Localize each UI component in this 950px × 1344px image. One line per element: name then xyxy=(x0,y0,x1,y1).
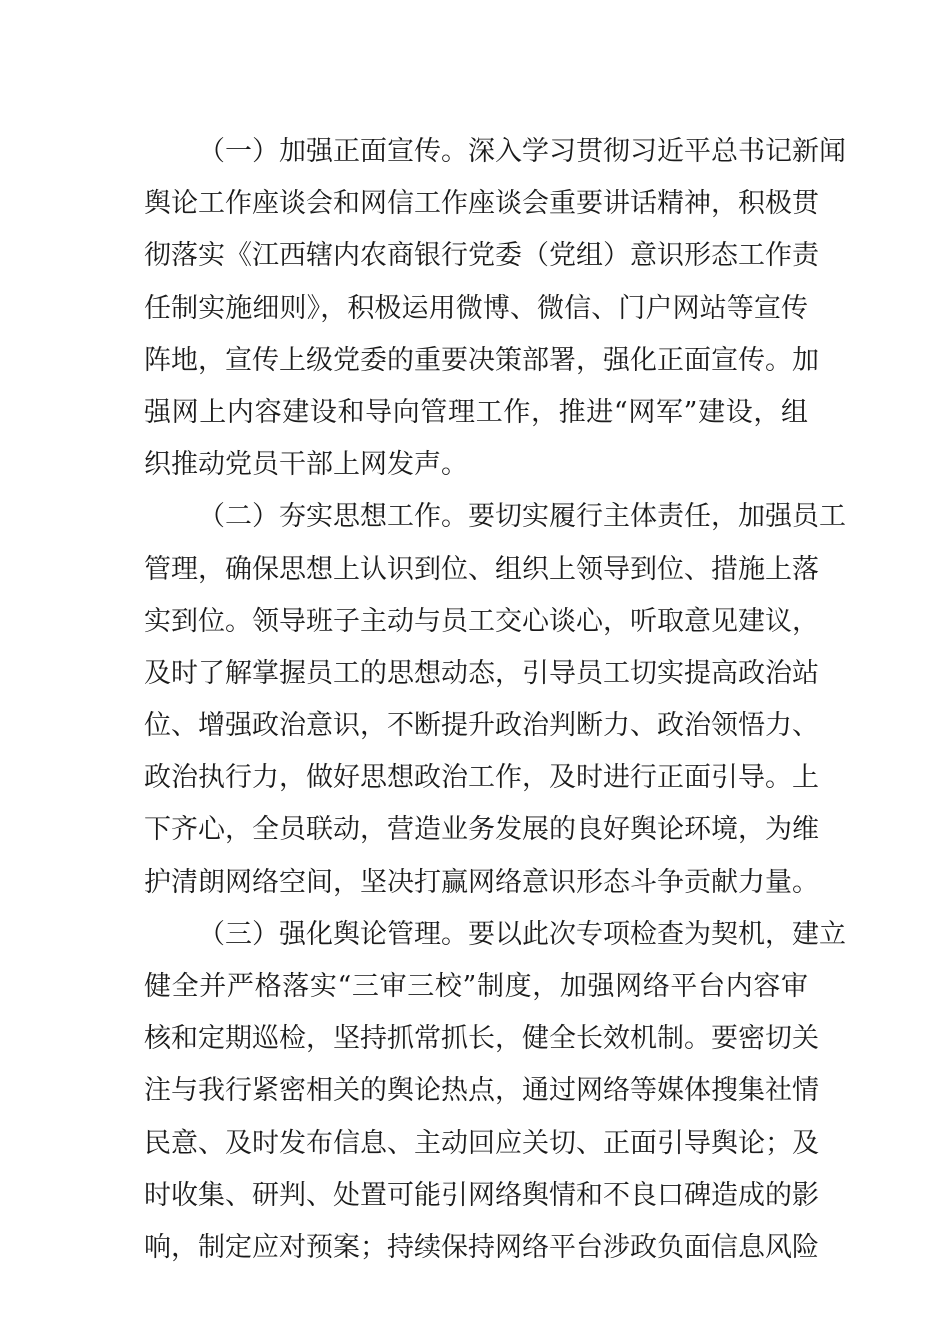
text-line: 位、增强政治意识，不断提升政治判断力、政治领悟力、 xyxy=(144,710,819,742)
text-line: 时收集、研判、处置可能引网络舆情和不良口碑造成的影 xyxy=(144,1179,819,1211)
text-line: 管理，确保思想上认识到位、组织上领导到位、措施上落 xyxy=(144,553,819,585)
paragraph-1 xyxy=(144,126,846,491)
text-line: 及时了解掌握员工的思想动态，引导员工切实提高政治站 xyxy=(144,657,819,689)
text-line: 民意、及时发布信息、主动回应关切、正面引导舆论；及 xyxy=(144,1127,819,1159)
text-line: 注与我行紧密相关的舆论热点，通过网络等媒体搜集社情 xyxy=(144,1075,819,1107)
paragraph-2 xyxy=(144,491,846,909)
text-line: 舆论工作座谈会和网信工作座谈会重要讲话精神，积极贯 xyxy=(144,188,819,220)
text-line: 实到位。领导班子主动与员工交心谈心，听取意见建议， xyxy=(144,605,819,637)
text-line: 护清朗网络空间，坚决打赢网络意识形态斗争贡献力量。 xyxy=(144,866,819,898)
text-line: 强网上内容建设和导向管理工作，推进“网军”建设，组 xyxy=(144,396,808,428)
text-line: 下齐心，全员联动，营造业务发展的良好舆论环境，为维 xyxy=(144,814,819,846)
text-line: 核和定期巡检，坚持抓常抓长，健全长效机制。要密切关 xyxy=(144,1023,819,1055)
text-line: 政治执行力，做好思想政治工作，及时进行正面引导。上 xyxy=(144,762,819,794)
text-line: 阵地，宣传上级党委的重要决策部署，强化正面宣传。加 xyxy=(144,344,819,376)
text-line: （三）强化舆论管理。要以此次专项检查为契机，建立 xyxy=(198,918,846,950)
text-line: （一）加强正面宣传。深入学习贯彻习近平总书记新闻 xyxy=(198,136,846,167)
text-line: 任制实施细则》，积极运用微博、微信、门户网站等宣传 xyxy=(144,292,808,324)
text-line: （二）夯实思想工作。要切实履行主体责任，加强员工 xyxy=(198,501,846,533)
text-line: 织推动党员干部上网发声。 xyxy=(144,449,468,481)
paragraph-3 xyxy=(144,909,846,1274)
text-line: 响，制定应对预案；持续保持网络平台涉政负面信息风险 xyxy=(144,1231,819,1263)
text-line: 彻落实《江西辖内农商银行党委（党组）意识形态工作责 xyxy=(144,240,819,272)
document-body xyxy=(144,126,846,1274)
text-line: 健全并严格落实“三审三校”制度，加强网络平台内容审 xyxy=(144,971,808,1002)
